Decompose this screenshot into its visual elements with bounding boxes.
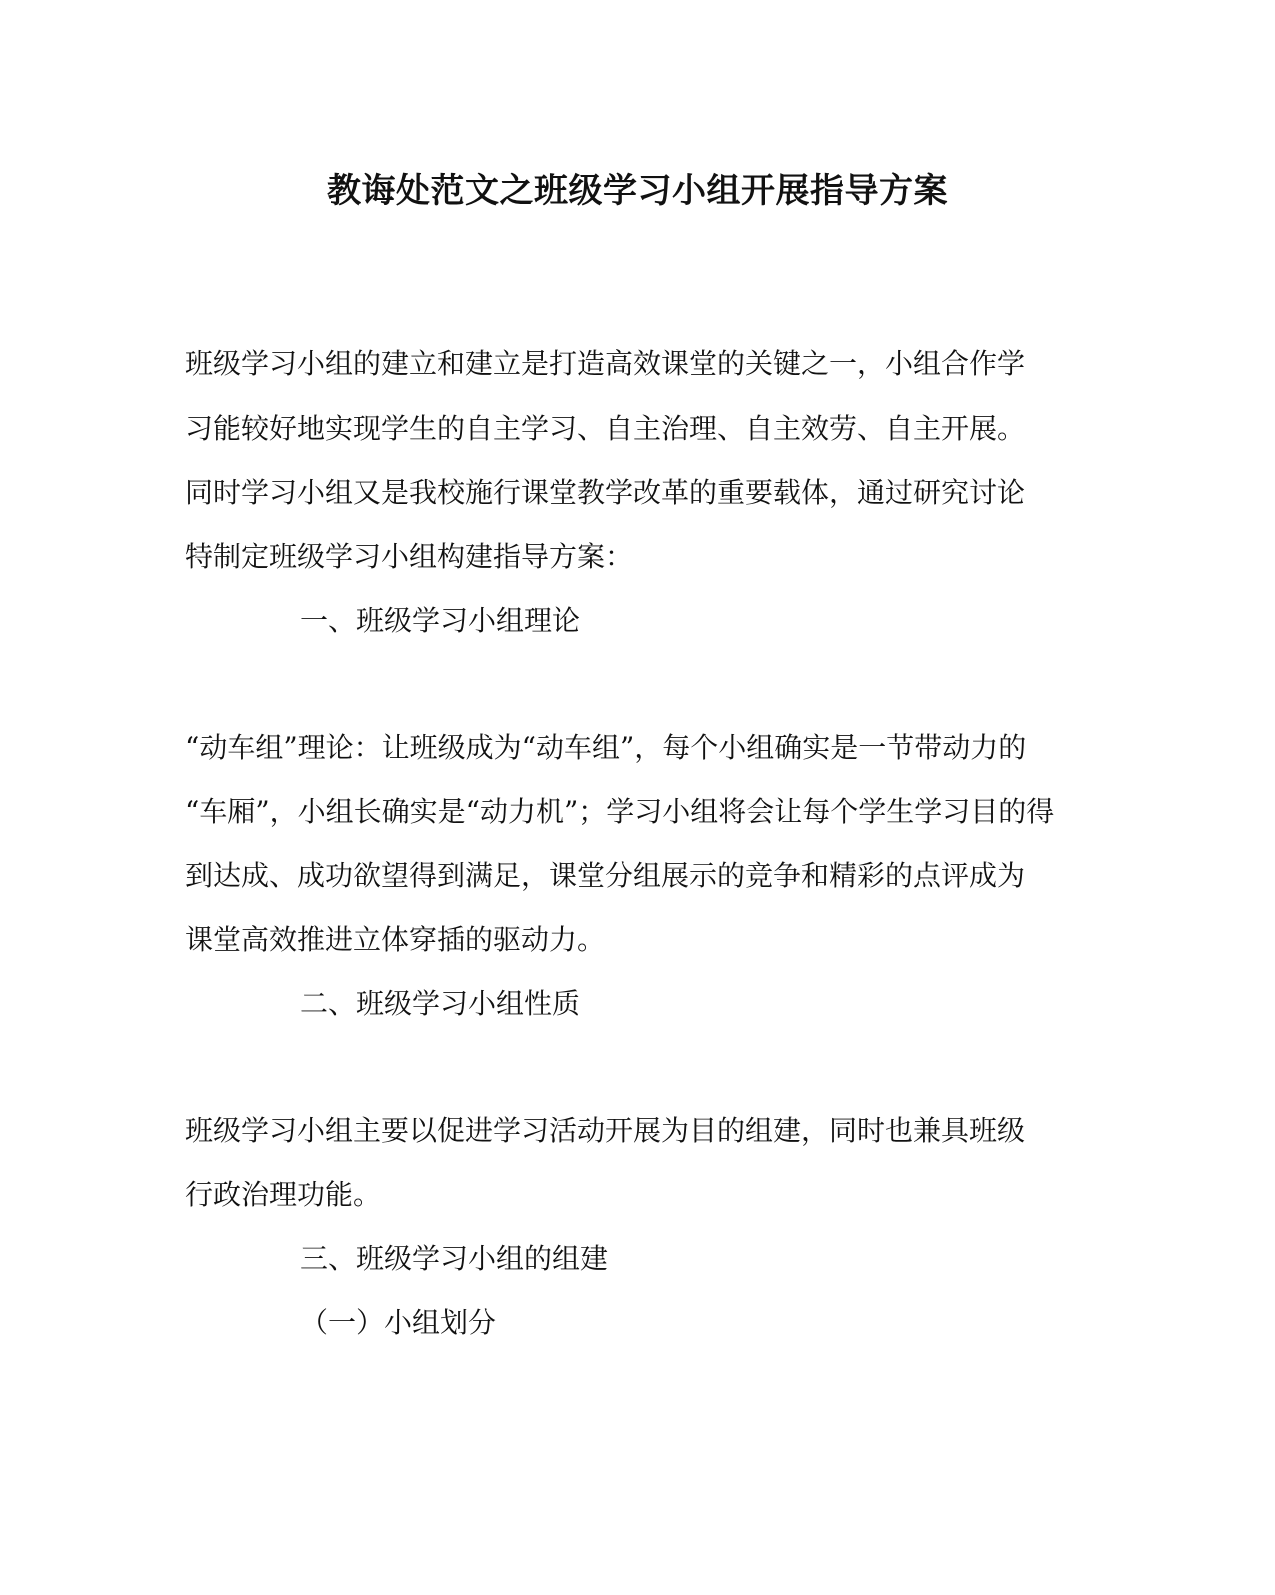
paragraph-2-line-3: 到达成、成功欲望得到满足，课堂分组展示的竞争和精彩的点评成为: [185, 859, 1026, 892]
section-heading-1: 一、班级学习小组理论: [300, 604, 581, 637]
sub-heading-1: （一）小组划分: [300, 1306, 497, 1339]
section-heading-2: 二、班级学习小组性质: [300, 987, 581, 1020]
paragraph-1-line-2: 习能较好地实现学生的自主学习、自主治理、自主效劳、自主开展。: [185, 412, 1026, 445]
paragraph-1-line-4: 特制定班级学习小组构建指导方案：: [185, 540, 634, 573]
paragraph-3-line-1: 班级学习小组主要以促进学习活动开展为目的组建，同时也兼具班级: [185, 1114, 1026, 1147]
paragraph-2-line-2: “车厢”，小组长确实是“动力机”；学习小组将会让每个学生学习目的得: [185, 795, 1055, 828]
section-heading-3: 三、班级学习小组的组建: [300, 1242, 609, 1275]
paragraph-2-line-1: “动车组”理论：让班级成为“动车组”，每个小组确实是一节带动力的: [185, 731, 1027, 764]
paragraph-1-line-3: 同时学习小组又是我校施行课堂教学改革的重要载体，通过研究讨论: [185, 476, 1026, 509]
paragraph-3-line-2: 行政治理功能。: [185, 1178, 382, 1211]
paragraph-2-line-4: 课堂高效推进立体穿插的驱动力。: [185, 923, 606, 956]
paragraph-1-line-1: 班级学习小组的建立和建立是打造高效课堂的关键之一，小组合作学: [185, 347, 1026, 380]
document-title: 教诲处范文之班级学习小组开展指导方案: [327, 171, 948, 211]
